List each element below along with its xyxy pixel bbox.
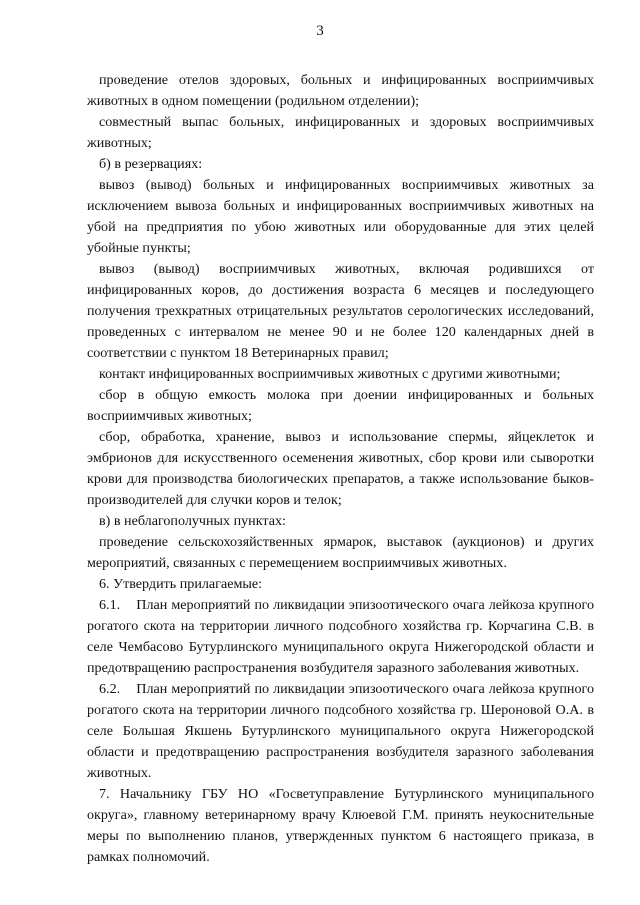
paragraph-calving: проведение отелов здоровых, больных и инфицированных восприимчивых животных в одном помещении (родильном отделении); xyxy=(87,72,594,109)
paragraph-sperm-collection: сбор, обработка, хранение, вывоз и использование спермы, яйцеклеток и эмбрионов для искусственного осеменения животных, сбор крови или сыворотки крови для производства биологических препаратов, а также использование быков-производителей для случки коров и телок; xyxy=(87,429,594,508)
paragraph-in-reservations: б) в резервациях: xyxy=(99,156,203,172)
paragraph-export-sick: вывоз (вывод) больных и инфицированных восприимчивых животных за исключением вывоза больных и инфицированных восприимчивых животных на убой на предприятия по убою животных или оборудованные для этих целей убойные пункты; xyxy=(87,177,594,256)
paragraph-item-7: 7. Начальнику ГБУ НО «Госветуправление Бутурлинского муниципального округа», главному ветеринарному врачу Клюевой Г.М. принять неукоснительные меры по выполнению планов, утвержденных пунктом 6 настоящего приказа, в рамках полномочий. xyxy=(87,786,594,865)
paragraph-export-susceptible: вывоз (вывод) восприимчивых животных, включая родившихся от инфицированных коров, до достижения возраста 6 месяцев и последующего получения трехкратных отрицательных результатов серологических исследований, проведенных с интервалом не менее 90 и не более 120 календарных дней в соответствии с пунктом 18 Ветеринарных правил; xyxy=(87,261,594,361)
paragraph-plan-6-1: 6.1. План мероприятий по ликвидации эпизоотического очага лейкоза крупного рогатого скота на территории личного подсобного хозяйства гр. Корчагина С.В. в селе Чембасово Бутурлинского муниципального округа Нижегородской области и предотвращению распространения возбудителя заразного заболевания животных. xyxy=(87,597,594,676)
paragraph-plan-6-2: 6.2. План мероприятий по ликвидации эпизоотического очага лейкоза крупного рогатого скота на территории личного подсобного хозяйства гр. Шероновой О.А. в селе Большая Якшень Бутурлинского муниципального округа Нижегородской области и предотвращению распространения возбудителя заразного заболевания животных. xyxy=(87,681,594,781)
page-number: 3 xyxy=(316,23,324,39)
paragraph-milk-collection: сбор в общую емкость молока при доении инфицированных и больных восприимчивых животных; xyxy=(87,387,594,424)
paragraph-unfavorable-points: в) в неблагополучных пунктах: xyxy=(99,513,286,529)
document-body xyxy=(87,70,594,868)
paragraph-fairs: проведение сельскохозяйственных ярмарок, выставок (аукционов) и других мероприятий, связанных с перемещением восприимчивых животных. xyxy=(87,534,594,571)
paragraph-approve: 6. Утвердить прилагаемые: xyxy=(99,576,263,592)
paragraph-contact: контакт инфицированных восприимчивых животных с другими животными; xyxy=(99,366,561,382)
paragraph-joint-grazing: совместный выпас больных, инфицированных и здоровых восприимчивых животных; xyxy=(87,114,594,151)
